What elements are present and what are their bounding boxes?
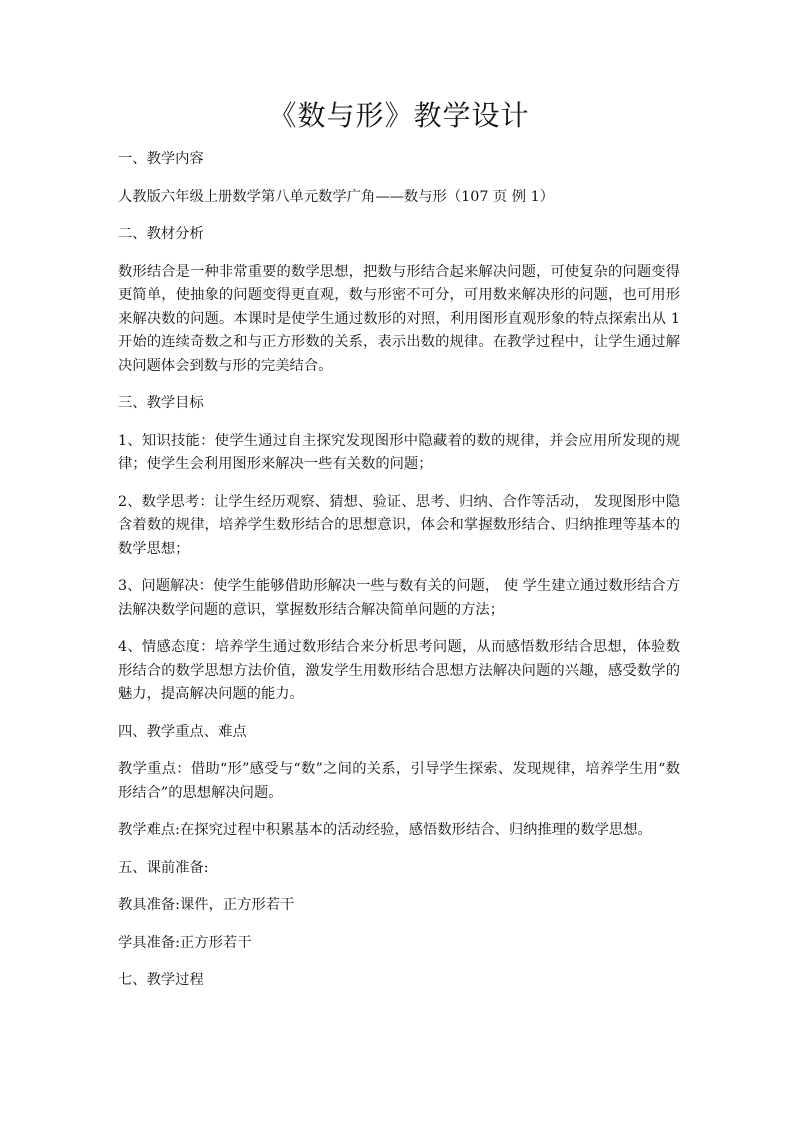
document-title: 《数与形》教学设计 (268, 99, 530, 132)
key-point-paragraph: 教学重点：借助“形”感受与“数”之间的关系，引导学生探索、发现规律，培养学生用“数形结合”的思想解决问题。 (118, 761, 680, 801)
goal-attitude-paragraph: 4、情感态度：培养学生通过数形结合来分析思考问题，从而感悟数形结合思想，体验数形结合的数学思想方法价值，激发学生用数形结合思想方法解决问题的兴趣，感受数学的魅力，提高解决问题的能力。 (118, 639, 680, 702)
difficulty-paragraph: 教学难点:在探究过程中积累基本的活动经验，感悟数形结合、归纳推理的数学思想。 (118, 822, 652, 838)
teacher-materials-line: 教具准备:课件，正方形若干 (118, 897, 295, 913)
section-heading-analysis: 二、教材分析 (118, 226, 204, 242)
section-heading-process: 七、教学过程 (118, 972, 204, 988)
goal-problem-solving-paragraph: 3、问题解决：使学生能够借助形解决一些与数有关的问题， 使 学生建立通过数形结合方法解决数学问题的意识，掌握数形结合解决简单问题的方法； (118, 578, 680, 618)
analysis-paragraph: 数形结合是一种非常重要的数学思想，把数与形结合起来解决问题，可使复杂的问题变得更简单，使抽象的问题变得更直观，数与形密不可分，可用数来解决形的问题，也可用形来解决数的问题。本课时是使学生通过数形的对照，利用图形直观形象的特点探索出从 1 开始的连续奇数之和与正方形数的关系，表示出数的规律。在教学过程中，让学生通过解决问题体会到数与形的完美结合。 (118, 263, 680, 374)
student-materials-line: 学具准备:正方形若干 (118, 934, 252, 951)
content-paragraph: 人教版六年级上册数学第八单元数学广角——数与形（107 页 例 1） (118, 188, 555, 205)
section-heading-preparation: 五、课前准备: (118, 859, 209, 876)
document-page (118, 96, 680, 1007)
goal-knowledge-paragraph: 1、知识技能：使学生通过自主探究发现图形中隐藏着的数的规律，并会应用所发现的规律；使学生会利用图形来解决一些有关数的问题； (118, 432, 680, 472)
section-heading-key-points: 四、教学重点、难点 (118, 723, 247, 740)
section-heading-content: 一、教学内容 (118, 151, 204, 167)
goal-thinking-paragraph: 2、数学思考：让学生经历观察、猜想、验证、思考、归纳、合作等活动， 发现图形中隐含着数的规律，培养学生数形结合的思想意识，体会和掌握数形结合、归纳推理等基本的数学思想； (118, 493, 680, 557)
section-heading-goals: 三、教学目标 (118, 395, 204, 411)
